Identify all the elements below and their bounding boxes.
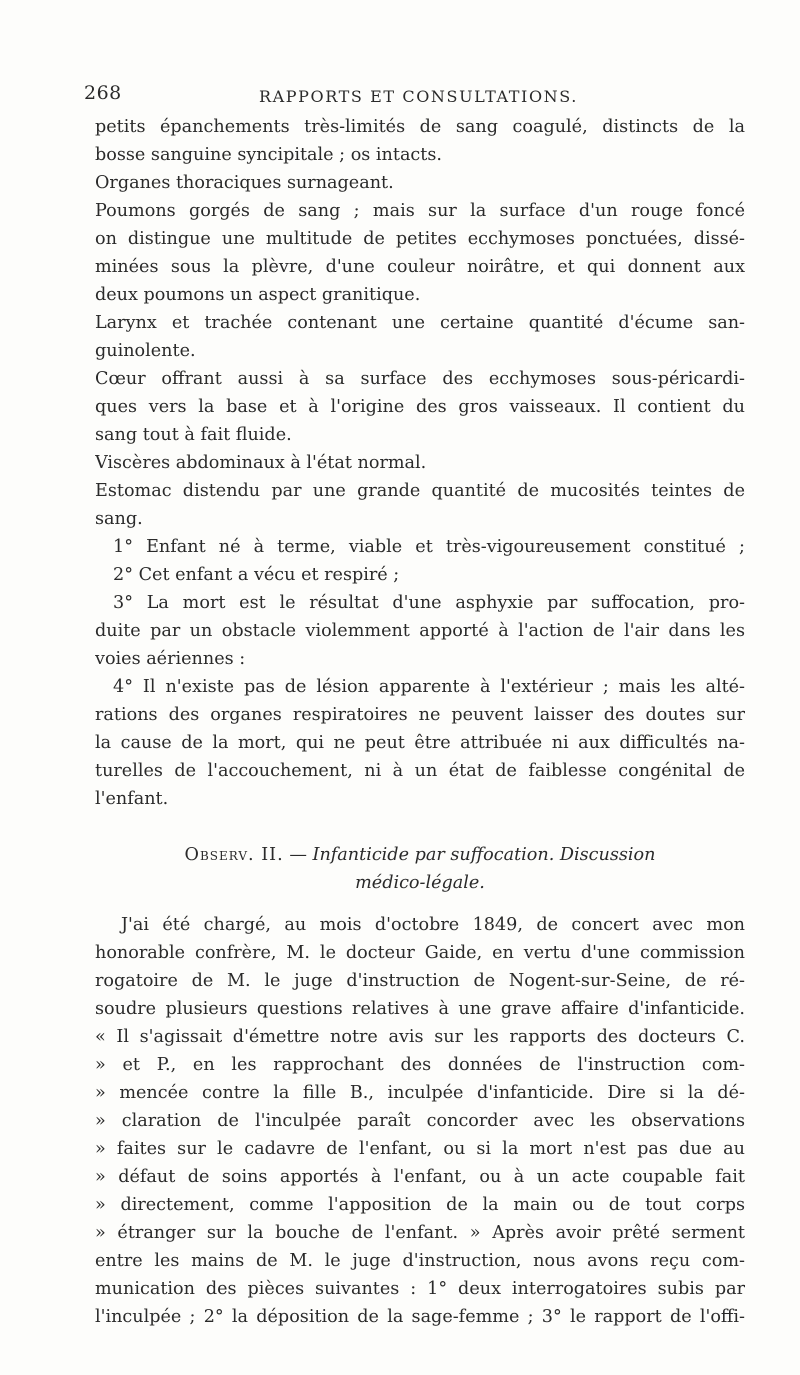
observation-heading	[95, 841, 745, 869]
text-line: « Il s'agissait d'émettre notre avis sur les rapports des docteurs C.	[95, 1027, 745, 1047]
text-line: » mencée contre la fille B., inculpée d'infanticide. Dire si la dé-	[95, 1083, 745, 1103]
text-line: bosse sanguine syncipitale ; os intacts.	[95, 145, 442, 165]
text-line: rogatoire de M. le juge d'instruction de Nogent-sur-Seine, de ré-	[95, 971, 745, 991]
text-line: munication des pièces suivantes : 1° deux interrogatoires subis par	[95, 1279, 745, 1299]
text-line: on distingue une multitude de petites ecchymoses ponctuées, dissé-	[95, 229, 745, 249]
text-line: 3° La mort est le résultat d'une asphyxie par suffocation, pro-	[113, 593, 745, 613]
observation-dash: —	[289, 845, 307, 865]
text-line: Organes thoraciques surnageant.	[95, 173, 394, 193]
text-line: » et P., en les rapprochant des données de l'instruction com-	[95, 1055, 745, 1075]
text-line: Cœur offrant aussi à sa surface des ecchymoses sous-péricardi-	[95, 369, 745, 389]
text-line: » défaut de soins apportés à l'enfant, ou à un acte coupable fait	[95, 1167, 745, 1187]
text-line: sang tout à fait fluide.	[95, 425, 292, 445]
text-line: Poumons gorgés de sang ; mais sur la surface d'un rouge foncé	[95, 201, 745, 221]
spacer	[95, 813, 745, 841]
text-line: guinolente.	[95, 341, 196, 361]
text-line: minées sous la plèvre, d'une couleur noirâtre, et qui donnent aux	[95, 257, 745, 277]
text-line: entre les mains de M. le juge d'instruction, nous avons reçu com-	[95, 1251, 745, 1271]
text-line: Larynx et trachée contenant une certaine quantité d'écume san-	[95, 313, 745, 333]
text-line: J'ai été chargé, au mois d'octobre 1849, de concert avec mon	[121, 915, 745, 935]
text-line: Estomac distendu par une grande quantité de mucosités teintes de	[95, 481, 745, 501]
text-line: » étranger sur la bouche de l'enfant. » Après avoir prêté serment	[95, 1223, 745, 1243]
text-line: l'inculpée ; 2° la déposition de la sage-femme ; 3° le rapport de l'offi-	[95, 1307, 745, 1327]
text-line: honorable confrère, M. le docteur Gaide, en vertu d'une commission	[95, 943, 745, 963]
spacer	[95, 897, 745, 911]
text-line: la cause de la mort, qui ne peut être attribuée ni aux difficultés na-	[95, 733, 745, 753]
body-text	[95, 113, 745, 1331]
text-line: duite par un obstacle violemment apporté à l'action de l'air dans les	[95, 621, 745, 641]
text-line: 2° Cet enfant a vécu et respiré ;	[113, 565, 400, 585]
text-line: turelles de l'accouchement, ni à un état de faiblesse congénital de	[95, 761, 745, 781]
text-line: » directement, comme l'apposition de la main ou de tout corps	[95, 1195, 745, 1215]
text-line: sang.	[95, 509, 143, 529]
running-title: RAPPORTS ET CONSULTATIONS.	[259, 87, 578, 106]
running-head	[84, 82, 744, 112]
text-line: » claration de l'inculpée paraît concorder avec les observations	[95, 1111, 745, 1131]
text-line: rations des organes respiratoires ne peuvent laisser des doutes sur	[95, 705, 745, 725]
text-line: Viscères abdominaux à l'état normal.	[95, 453, 427, 473]
observation-title-cont: médico-légale.	[355, 873, 485, 893]
page-number: 268	[84, 82, 122, 104]
text-line: soudre plusieurs questions relatives à une grave affaire d'infanticide.	[95, 999, 745, 1019]
text-line: 1° Enfant né à terme, viable et très-vigoureusement constitué ;	[113, 537, 745, 557]
text-line: » faites sur le cadavre de l'enfant, ou si la mort n'est pas due au	[95, 1139, 745, 1159]
text-line: 4° Il n'existe pas de lésion apparente à l'extérieur ; mais les alté-	[113, 677, 745, 697]
text-line: voies aériennes :	[95, 649, 246, 669]
text-line: petits épanchements très-limités de sang coagulé, distincts de la	[95, 117, 745, 137]
text-line: deux poumons un aspect granitique.	[95, 285, 421, 305]
text-line: ques vers la base et à l'origine des gros vaisseaux. Il contient du	[95, 397, 745, 417]
observation-label: Observ. II.	[184, 845, 284, 865]
observation-title: Infanticide par suffocation. Discussion	[312, 845, 656, 865]
text-line: l'enfant.	[95, 789, 169, 809]
